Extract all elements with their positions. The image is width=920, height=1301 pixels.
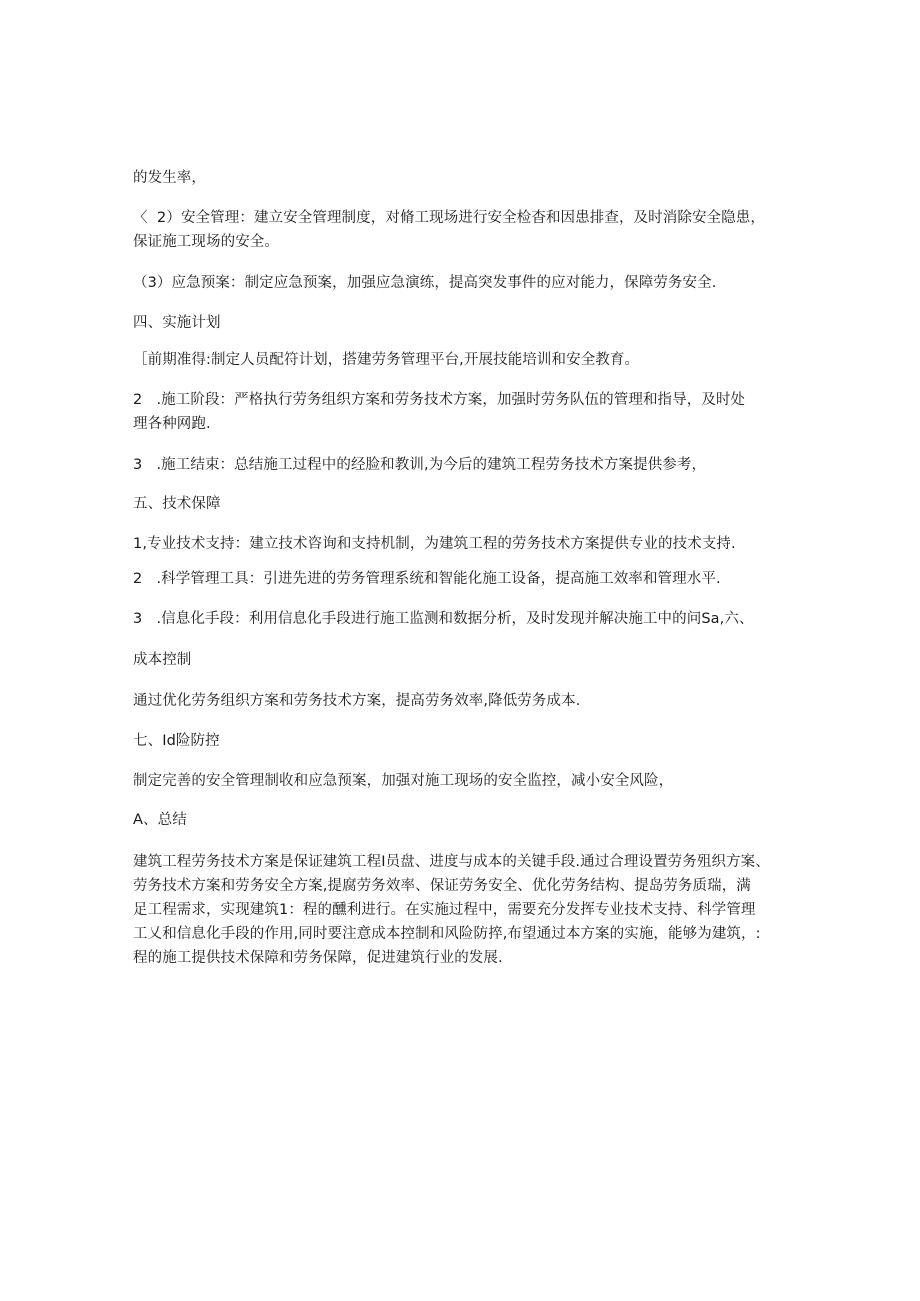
- text-line: 3 .信息化手段：利用信息化手段进行施工监测和数据分析，及时发现并解决施工中的问Sa,六、: [133, 611, 754, 627]
- text-line: 2 .施工阶段：严格执行劳务组织方案和劳务技术方案，加强时劳务队伍的管理和指导，及时处: [133, 392, 746, 408]
- text-line: 程的施工提供技术保障和劳务保障，促进建筑行业的发展.: [133, 950, 503, 966]
- text-line: （3）应急预案：制定应急预案，加强应急演练，提高突发事件的应对能力，保障劳务安全.: [133, 275, 717, 291]
- section-heading: 五、技术保障: [133, 496, 221, 512]
- text-line: 2 .科学管理工具：引进先进的劳务管理系统和智能化施工设备，提高施工效率和管理水平.: [133, 571, 721, 587]
- text-line: 1,专业技术支持：建立技术咨询和支持机制，为建筑工程的劳务技术方案提供专业的技术支持.: [133, 536, 736, 552]
- section-heading: 七、Id险防控: [133, 733, 220, 749]
- section-heading: A、总结: [133, 812, 187, 828]
- text-line: 建筑工程劳务技术方案是保证建筑工程I员盘、进度与成本的关键手段.通过合理设置劳务殂织方案、: [133, 854, 770, 870]
- text-line: ［前期准得:制定人员配符计划，搭建劳务管理平台,开展技能培训和安全教育。: [133, 352, 640, 368]
- text-line: 理各种网跑.: [133, 416, 211, 432]
- section-heading: 四、实施计划: [133, 315, 221, 331]
- text-line: 3 .施工结束：总结施工过程中的经脸和教训,为今后的建筑工程劳务技术方案提供参考，: [133, 457, 707, 473]
- text-line: 通过优化劳务组织方案和劳务技术方案，提高劳务效率,降低劳务成本.: [133, 693, 581, 709]
- text-line: 工乂和信息化手段的作用,同时要注意成本控制和风险防捽,布望通过本方案的实施，能够为建筑，:: [133, 926, 761, 942]
- text-line: 劳务技术方案和劳务安全方案,提腐劳务效率、保证劳务安全、优化劳务结构、提岛劳务质瑞，满: [133, 878, 751, 894]
- text-line: 制定完善的安全管理制收和应急预案，加强对施工现场的安全监控，减小安全风险，: [133, 773, 674, 789]
- text-line: 成本控制: [133, 652, 192, 668]
- text-line: 足工程需求，实现建筑1：程的醺利进行。在实施过程中，需要充分发挥专业技术支持、科学管理: [133, 902, 756, 918]
- text-line: 保证施工现场的安全。: [133, 234, 279, 250]
- text-line: 的发生率，: [133, 170, 206, 186]
- text-line: 〈 2）安全管理：建立安全管理制度，对脩工现场进行安全检杳和因患排查，及时消除安全隐患，: [133, 210, 765, 226]
